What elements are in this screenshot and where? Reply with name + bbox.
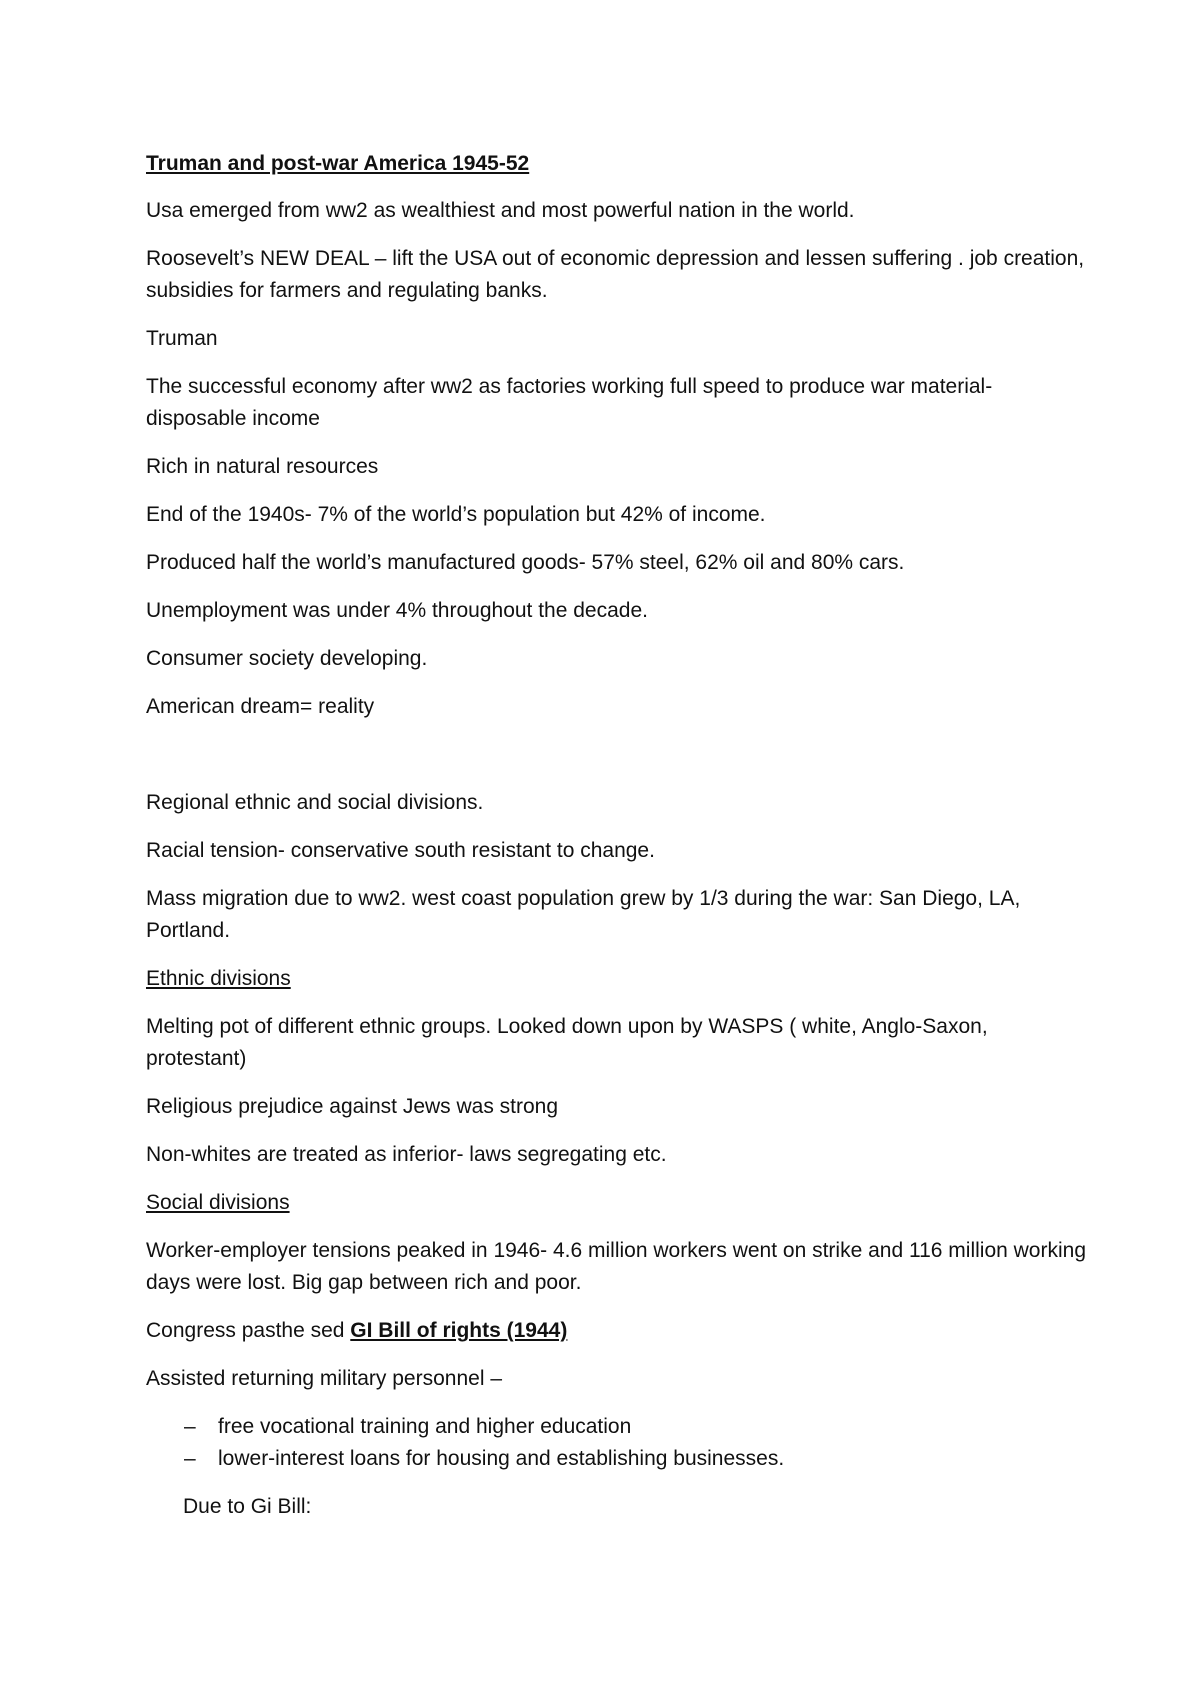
- paragraph-regional-divisions: Regional ethnic and social divisions.: [146, 791, 484, 814]
- paragraph-religious-prejudice: Religious prejudice against Jews was strong: [146, 1095, 559, 1118]
- paragraph-congress-gi-bill: [146, 1315, 1086, 1347]
- paragraph-melting-pot: Melting pot of different ethnic groups. Looked down upon by WASPS ( white, Anglo-Saxon, protestant): [146, 1015, 988, 1070]
- paragraph-resources: Rich in natural resources: [146, 455, 379, 478]
- paragraph-unemployment: Unemployment was under 4% throughout the decade.: [146, 599, 648, 622]
- paragraph-american-dream: American dream= reality: [146, 695, 375, 718]
- bullet-dash: –: [184, 1415, 196, 1438]
- heading-ethnic-divisions: Ethnic divisions: [146, 967, 291, 990]
- list-item-text: free vocational training and higher education: [218, 1415, 632, 1438]
- paragraph-economy: The successful economy after ww2 as factories working full speed to produce war material- disposable income: [146, 375, 993, 430]
- paragraph-non-whites: Non-whites are treated as inferior- laws segregating etc.: [146, 1143, 667, 1166]
- blank-line: [146, 739, 1086, 787]
- paragraph-consumer-society: Consumer society developing.: [146, 647, 428, 670]
- list-item-vocational-training: [146, 1411, 1086, 1443]
- paragraph-new-deal: Roosevelt’s NEW DEAL – lift the USA out of economic depression and lessen suffering . job creation, subsidies for farmers and regulating banks.: [146, 247, 1085, 302]
- paragraph-usa-emerged: Usa emerged from ww2 as wealthiest and most powerful nation in the world.: [146, 199, 855, 222]
- document-body: [146, 148, 1086, 1539]
- paragraph-population-income: End of the 1940s- 7% of the world’s population but 42% of income.: [146, 503, 766, 526]
- paragraph-racial-tension: Racial tension- conservative south resistant to change.: [146, 839, 655, 862]
- paragraph-assisted-personnel: Assisted returning military personnel –: [146, 1367, 502, 1390]
- heading-social-divisions: Social divisions: [146, 1191, 290, 1214]
- congress-prefix-text: Congress pasthe sed: [146, 1319, 351, 1342]
- document-title: Truman and post-war America 1945-52: [146, 152, 530, 175]
- paragraph-manufactured-goods: Produced half the world’s manufactured goods- 57% steel, 62% oil and 80% cars.: [146, 551, 905, 574]
- gi-bill-benefits-list: [146, 1411, 1086, 1475]
- paragraph-mass-migration: Mass migration due to ww2. west coast population grew by 1/3 during the war: San Diego, LA, Portland.: [146, 887, 1021, 942]
- list-item-text: lower-interest loans for housing and establishing businesses.: [218, 1447, 785, 1470]
- paragraph-worker-employer: Worker-employer tensions peaked in 1946- 4.6 million workers went on strike and 116 million working days were lost. Big gap between rich and poor.: [146, 1239, 1086, 1294]
- paragraph-truman: Truman: [146, 327, 218, 350]
- gi-bill-title: GI Bill of rights (1944): [350, 1319, 568, 1342]
- paragraph-due-to-gi-bill: Due to Gi Bill:: [183, 1495, 312, 1518]
- bullet-dash: –: [184, 1447, 196, 1470]
- list-item-loans: [146, 1443, 1086, 1475]
